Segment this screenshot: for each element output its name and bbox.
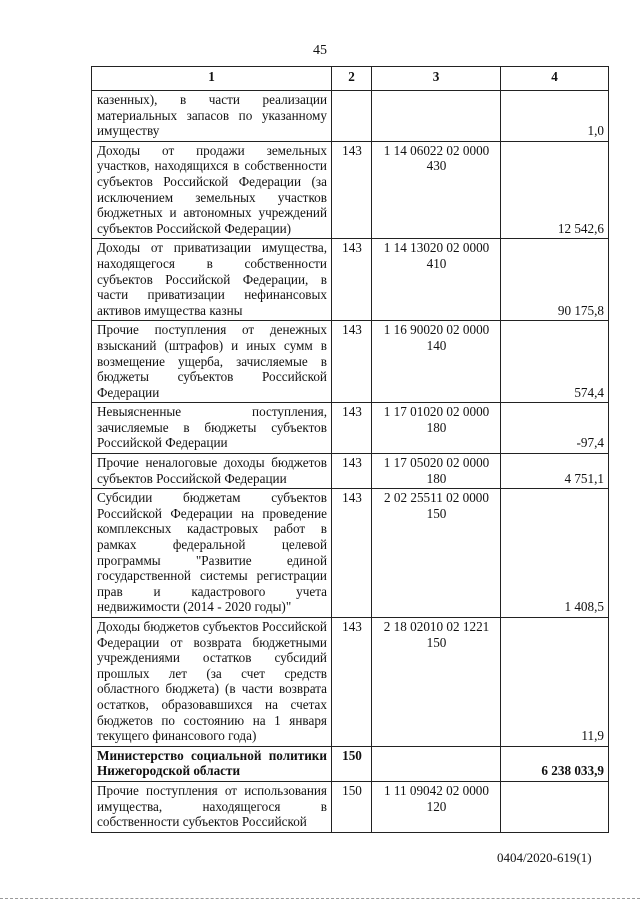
row-admin-code <box>332 91 372 142</box>
row-admin-code: 143 <box>332 618 372 747</box>
table-row <box>92 781 609 832</box>
table-row <box>92 141 609 239</box>
row-amount: 11,9 <box>501 618 609 747</box>
row-budget-code: 1 14 13020 02 0000 410 <box>372 239 501 321</box>
column-header-admin-code: 2 <box>332 67 372 91</box>
row-amount: 12 542,6 <box>501 141 609 239</box>
table-row <box>92 239 609 321</box>
row-description: Прочие неналоговые доходы бюджетов субъектов Российской Федерации <box>92 454 332 489</box>
table-row <box>92 489 609 618</box>
row-amount: 90 175,8 <box>501 239 609 321</box>
row-description: Прочие поступления от денежных взысканий (штрафов) и иных сумм в возмещение ущерба, зачисляемые в бюджеты субъектов Российской Федерации <box>92 321 332 403</box>
row-description: Невыясненные поступления, зачисляемые в бюджеты субъектов Российской Федерации <box>92 403 332 454</box>
row-amount: 4 751,1 <box>501 454 609 489</box>
row-admin-code: 143 <box>332 489 372 618</box>
table-row <box>92 91 609 142</box>
row-admin-code: 143 <box>332 239 372 321</box>
row-budget-code: 1 17 05020 02 0000 180 <box>372 454 501 489</box>
row-budget-code: 2 02 25511 02 0000 150 <box>372 489 501 618</box>
row-budget-code: 2 18 02010 02 1221 150 <box>372 618 501 747</box>
row-description: Субсидии бюджетам субъектов Российской Федерации на проведение комплексных кадастровых работ в рамках федеральной целевой программы "Развитие единой государственной системы регистрации прав и кадастрового учета недвижимости (2014 - 2020 годы)" <box>92 489 332 618</box>
table-header-row <box>92 67 609 91</box>
row-budget-code: 1 14 06022 02 0000 430 <box>372 141 501 239</box>
column-header-description: 1 <box>92 67 332 91</box>
row-description: Доходы от приватизации имущества, находящегося в собственности субъектов Российской Федерации, в части приватизации нефинансовых активов имущества казны <box>92 239 332 321</box>
row-admin-code: 150 <box>332 781 372 832</box>
page-number: 45 <box>313 43 327 58</box>
row-admin-code: 143 <box>332 454 372 489</box>
row-admin-code: 143 <box>332 403 372 454</box>
revenue-table <box>91 66 609 833</box>
row-budget-code: 1 11 09042 02 0000 120 <box>372 781 501 832</box>
ministry-total-amount: 6 238 033,9 <box>501 746 609 781</box>
table-row <box>92 403 609 454</box>
ministry-name: Министерство социальной политики Нижегородской области <box>92 746 332 781</box>
row-budget-code: 1 17 01020 02 0000 180 <box>372 403 501 454</box>
row-admin-code: 143 <box>332 141 372 239</box>
table-row <box>92 454 609 489</box>
row-amount: 1 408,5 <box>501 489 609 618</box>
row-description: казенных), в части реализации материальных запасов по указанному имуществу <box>92 91 332 142</box>
row-budget-code: 1 16 90020 02 0000 140 <box>372 321 501 403</box>
row-admin-code: 143 <box>332 321 372 403</box>
column-header-amount: 4 <box>501 67 609 91</box>
scan-edge-divider <box>0 898 640 899</box>
row-description: Прочие поступления от использования имущества, находящегося в собственности субъектов Российской <box>92 781 332 832</box>
row-amount: 1,0 <box>501 91 609 142</box>
row-amount: 574,4 <box>501 321 609 403</box>
row-description: Доходы бюджетов субъектов Российской Федерации от возврата бюджетными учреждениями остатков субсидий прошлых лет (за счет средств областного бюджета) (в части возврата остатков, образовавшихся на счетах бюджетов по состоянию на 1 января текущего финансового года) <box>92 618 332 747</box>
row-description: Доходы от продажи земельных участков, находящихся в собственности субъектов Российской Федерации (за исключением земельных участков бюджетных и автономных учреждений субъектов Российской Федерации) <box>92 141 332 239</box>
table-row <box>92 321 609 403</box>
row-budget-code <box>372 91 501 142</box>
row-amount: -97,4 <box>501 403 609 454</box>
table-row <box>92 618 609 747</box>
column-header-budget-code: 3 <box>372 67 501 91</box>
ministry-row <box>92 746 609 781</box>
ministry-admin-code: 150 <box>332 746 372 781</box>
row-amount <box>501 781 609 832</box>
ministry-budget-code <box>372 746 501 781</box>
document-footer-code: 0404/2020-619(1) <box>497 850 592 865</box>
